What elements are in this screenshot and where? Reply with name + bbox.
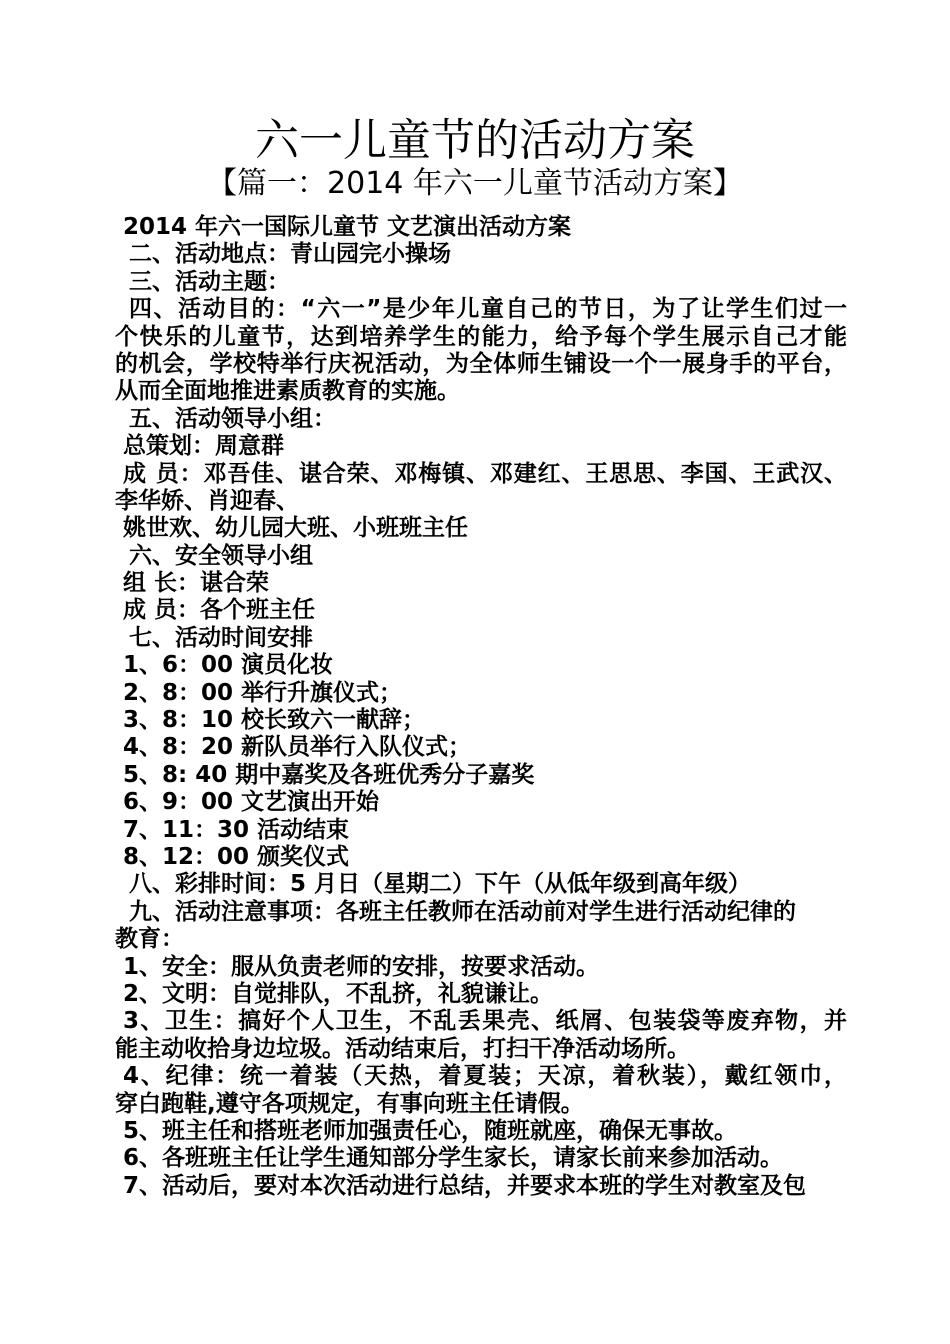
body-line: 2、8：00 举行升旗仪式； [123,679,403,706]
body-line: 1、6：00 演员化妆 [123,652,334,679]
body-line: 四、活动目的：“六一”是少年儿童自己的节日，为了让学生们过一 [129,296,847,323]
body-line: 成 员：邓吾佳、谌合荣、邓梅镇、邓建红、王思思、李国、王武汉、 [123,460,847,487]
body-line: 的机会，学校特举行庆祝活动，为全体师生铺设一个一展身手的平台， [115,350,847,377]
body-line: 姚世欢、幼儿园大班、小班班主任 [123,515,468,542]
body-line: 个快乐的儿童节，达到培养学生的能力，给予每个学生展示自己才能 [115,323,847,350]
body-line: 6、各班班主任让学生通知部分学生家长，请家长前来参加活动。 [123,1145,784,1172]
body-line: 7、11：30 活动结束 [123,816,350,843]
body-line: 7、活动后，要对本次活动进行总结，并要求本班的学生对教室及包 [123,1172,807,1199]
body-line: 3、8：10 校长致六一献辞； [123,707,426,734]
body-line: 穿白跑鞋,遵守各项规定，有事向班主任请假。 [115,1090,584,1117]
body-line: 九、活动注意事项：各班主任教师在活动前对学生进行活动纪律的 [129,898,796,925]
body-line: 8、12：00 颁奖仪式 [123,843,350,870]
body-line: 组 长：谌合荣 [123,570,270,597]
document-title: 六一儿童节的活动方案 [255,115,695,166]
body-line: 三、活动主题： [129,268,290,295]
body-line: 二、活动地点：青山园完小操场 [129,241,451,268]
body-line: 八、彩排时间：5 月日（星期二）下午（从低年级到高年级） [129,871,752,898]
body-line: 总策划：周意群 [123,433,284,460]
body-line: 李华娇、肖迎春、 [115,487,299,514]
body-line: 能主动收拾身边垃圾。活动结束后，打扫干净活动场所。 [115,1035,690,1062]
body-line: 5、班主任和搭班老师加强责任心，随班就座，确保无事故。 [123,1117,738,1144]
document-subtitle: 【篇一：2014 年六一儿童节活动方案】 [207,166,743,201]
body-line: 5、8: 40 期中嘉奖及各班优秀分子嘉奖 [123,761,535,788]
body-line: 七、活动时间安排 [129,624,313,651]
body-line: 6、9：00 文艺演出开始 [123,789,380,816]
body-line: 3、卫生：搞好个人卫生，不乱丢果壳、纸屑、包装袋等废弃物，并 [123,1008,847,1035]
body-line: 1、安全：服从负责老师的安排，按要求活动。 [123,953,600,980]
body-line: 4、8：20 新队员举行入队仪式； [123,734,472,761]
body-line: 五、活动领导小组： [129,405,336,432]
body-line: 成 员：各个班主任 [123,597,316,624]
body-line: 4、纪律：统一着装（天热，着夏装；天凉，着秋装），戴红领巾， [123,1063,847,1090]
body-line: 2014 年六一国际儿童节 文艺演出活动方案 [123,214,572,240]
body-line: 2、文明：自觉排队，不乱挤，礼貌谦让。 [123,980,554,1007]
body-line: 从而全面地推进素质教育的实施。 [115,378,460,405]
body-line: 教育： [115,926,184,953]
document-body [115,214,847,1200]
body-line: 六、安全领导小组 [129,542,313,569]
